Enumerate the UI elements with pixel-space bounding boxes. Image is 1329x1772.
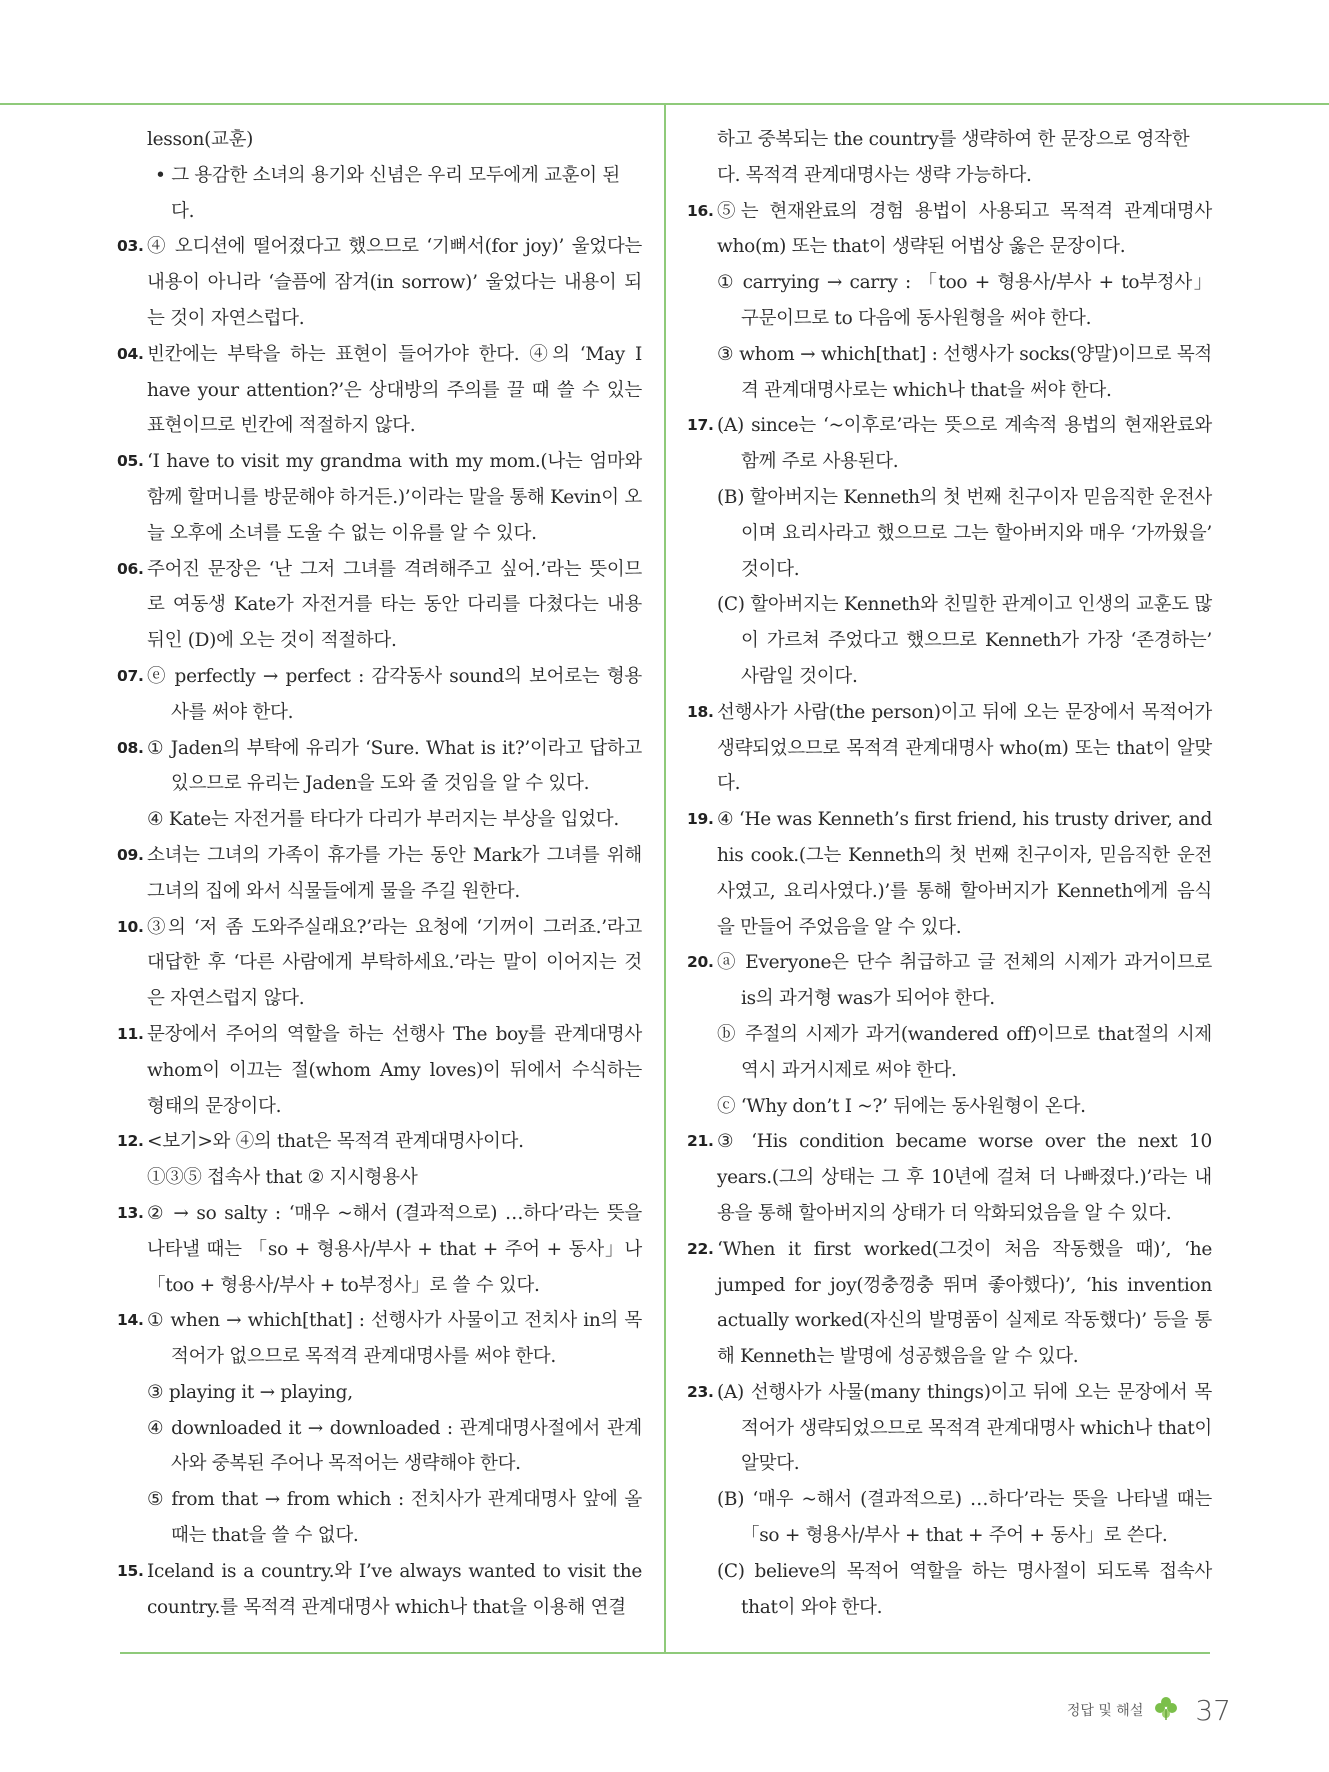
answer-11 [117, 1017, 642, 1124]
answer-17 [687, 408, 1212, 694]
item-number: 12. [117, 1132, 144, 1151]
right-column [687, 122, 1212, 1625]
answer-sub-d: ⑤ from that → from which : 전치사가 관계대명사 앞에 올 때는 that을 쓸 수 없다. [147, 1489, 642, 1547]
answer-06 [117, 552, 642, 659]
answer-sub-a: ① Jaden의 부탁에 유리가 ‘Sure. What is it?’이라고 답하고 있으므로 유리는 Jaden을 도와 줄 것임을 알 수 있다. [147, 737, 642, 795]
item-number: 18. [687, 702, 714, 721]
answer-sub-a: ① when → which[that] : 선행사가 사물이고 전치사 in의 목적어가 없으므로 목적격 관계대명사를 써야 한다. [147, 1310, 642, 1368]
answer-text: 주어진 문장은 ‘난 그저 그녀를 격려해주고 싶어.’라는 뜻이므로 여동생 Kate가 자전거를 타는 동안 다리를 다쳤다는 내용 뒤인 (D)에 오는 것이 적절하다. [147, 558, 642, 652]
item-number: 16. [687, 201, 714, 220]
item-number: 14. [117, 1311, 144, 1330]
page-number: 37 [1195, 1693, 1231, 1727]
item-number: 06. [117, 559, 144, 578]
answer-10 [117, 910, 642, 1017]
answer-text: ④ ‘He was Kenneth’s first friend, his trusty driver, and his cook.(그는 Kenneth의 첫 번째 친구이자, 믿음직한 운전사였고, 요리사였다.)’를 통해 할아버지가 Kenneth에게 음식을 만들어 주었음을 알 수 있다. [717, 809, 1212, 938]
bottom-rule [120, 1652, 1210, 1654]
answer-sub-b: ③ playing it → playing, [147, 1381, 353, 1403]
continued-text: lesson(교훈) [147, 129, 254, 150]
answer-sub-b: ⓑ 주절의 시제가 과거(wandered off)이므로 that절의 시제 역시 과거시제로 써야 한다. [717, 1023, 1212, 1081]
answer-19 [687, 802, 1212, 945]
page-footer [1067, 1690, 1231, 1730]
item-number: 11. [117, 1024, 144, 1043]
item-number: 21. [687, 1132, 714, 1151]
answer-16 [687, 194, 1212, 409]
answer-15 [117, 1554, 642, 1626]
item-number: 08. [117, 738, 144, 757]
answer-sub-b: ③ whom → which[that] : 선행사가 socks(양말)이므로 목적격 관계대명사로는 which나 that을 써야 한다. [717, 343, 1212, 401]
answer-text: 문장에서 주어의 역할을 하는 선행사 The boy를 관계대명사 whom이 이끄는 절(whom Amy loves)이 뒤에서 수식하는 형태의 문장이다. [147, 1023, 642, 1117]
answer-text: Iceland is a country.와 I’ve always wanted to visit the country.를 목적격 관계대명사 which나 that을 이용해 연결 [147, 1560, 642, 1618]
answer-14 [117, 1303, 642, 1554]
answer-sub-a: ⓐ Everyone은 단수 취급하고 글 전체의 시제가 과거이므로 is의 과거형 was가 되어야 한다. [717, 952, 1212, 1010]
answer-09 [117, 838, 642, 910]
clover-icon [1153, 1695, 1179, 1725]
answer-18 [687, 695, 1212, 802]
item-number: 09. [117, 845, 144, 864]
answer-13 [117, 1196, 642, 1303]
answer-sub-a: (A) 선행사가 사물(many things)이고 뒤에 오는 문장에서 목적어가 생략되었으므로 목적격 관계대명사 which나 that이 알맞다. [717, 1381, 1212, 1475]
answer-text: 소녀는 그녀의 가족이 휴가를 가는 동안 Mark가 그녀를 위해 그녀의 집에 와서 식물들에게 물을 주길 원한다. [147, 844, 642, 902]
item-number: 07. [117, 666, 144, 685]
answer-text: ④ 오디션에 떨어졌다고 했으므로 ‘기뻐서(for joy)’ 울었다는 내용이 아니라 ‘슬픔에 잠겨(in sorrow)’ 울었다는 내용이 되는 것이 자연스럽다. [147, 236, 642, 329]
item-number: 05. [117, 452, 144, 471]
answer-04 [117, 337, 642, 444]
example-sentence: • 그 용감한 소녀의 용기와 신념은 우리 모두에게 교훈이 된다. [155, 164, 620, 222]
answer-text: ‘I have to visit my grandma with my mom.(나는 엄마와 함께 할머니를 방문해야 하거든.)’이라는 말을 통해 Kevin이 오늘 오후에 소녀를 도울 수 없는 이유를 알 수 있다. [147, 451, 642, 544]
answer-sub-b: (B) 할아버지는 Kenneth의 첫 번째 친구이자 믿음직한 운전사이며 요리사라고 했으므로 그는 할아버지와 매우 ‘가까웠을’ 것이다. [717, 486, 1212, 580]
answer-sub-c: ⓒ ‘Why don’t I ~?’ 뒤에는 동사원형이 온다. [717, 1095, 1086, 1117]
answer-text: ③의 ‘저 좀 도와주실래요?’라는 요청에 ‘기꺼이 그러죠.’라고 대답한 후 ‘다른 사람에게 부탁하세요.’라는 말이 이어지는 것은 자연스럽지 않다. [147, 916, 642, 1010]
left-column [117, 122, 642, 1625]
item-number: 23. [687, 1382, 714, 1401]
answer-sub-c: ④ downloaded it → downloaded : 관계대명사절에서 관계사와 중복된 주어나 목적어는 생략해야 한다. [147, 1417, 642, 1475]
answer-text: ⓔ perfectly → perfect : 감각동사 sound의 보어로는 형용사를 써야 한다. [147, 665, 642, 723]
answer-text: ③ ‘His condition became worse over the next 10 years.(그의 상태는 그 후 10년에 걸쳐 더 나빠졌다.)’라는 내용을 통해 할아버지의 상태가 더 악화되었음을 알 수 있다. [717, 1131, 1212, 1224]
item-number: 19. [687, 810, 714, 829]
answer-text: ② → so salty : ‘매우 ~해서 (결과적으로) …하다’라는 뜻을 나타낼 때는 「so + 형용사/부사 + that + 주어 + 동사」나 「too + 형용사/부사 + to부정사」로 쓸 수 있다. [147, 1202, 642, 1296]
answer-23 [687, 1375, 1212, 1626]
item-number: 10. [117, 917, 144, 936]
footer-label: 정답 및 해설 [1066, 1703, 1144, 1719]
answer-07 [117, 659, 642, 731]
item-number: 04. [117, 344, 144, 363]
item-number: 03. [117, 237, 144, 256]
answer-text: ‘When it first worked(그것이 처음 작동했을 때)’, ‘he jumped for joy(껑충껑충 뛰며 좋아했다)’, ‘his invention actually worked(자신의 발명품이 실제로 작동했다)’ 등을 통해 Kenneth는 발명에 성공했음을 알 수 있다. [717, 1238, 1212, 1368]
column-divider [664, 104, 666, 1652]
item-number: 15. [117, 1561, 144, 1580]
answer-21 [687, 1124, 1212, 1231]
item-number: 13. [117, 1203, 144, 1222]
item-number: 20. [687, 953, 714, 972]
answer-sub-a: (A) since는 ‘~이후로’라는 뜻으로 계속적 용법의 현재완료와 함께 주로 사용된다. [717, 415, 1212, 473]
answer-text: ⑤는 현재완료의 경험 용법이 사용되고 목적격 관계대명사 who(m) 또는 that이 생략된 어법상 옳은 문장이다. [717, 200, 1212, 258]
answer-sub-b: ①③⑤ 접속사 that ② 지시형용사 [147, 1167, 418, 1189]
answer-sub-b: (B) ‘매우 ~해서 (결과적으로) …하다’라는 뜻을 나타낼 때는 「so + 형용사/부사 + that + 주어 + 동사」로 쓴다. [717, 1489, 1212, 1547]
answer-20 [687, 945, 1212, 1124]
answer-text: 빈칸에는 부탁을 하는 표현이 들어가야 한다. ④의 ‘May I have your attention?’은 상대방의 주의를 끌 때 쓸 수 있는 표현이므로 빈칸에 적절하지 않다. [147, 343, 642, 437]
answer-text: 선행사가 사람(the person)이고 뒤에 오는 문장에서 목적어가 생략되었으므로 목적격 관계대명사 who(m) 또는 that이 알맞다. [717, 701, 1212, 795]
answer-22 [687, 1232, 1212, 1375]
answer-12 [117, 1124, 642, 1196]
answer-08 [117, 731, 642, 838]
answer-sub-a: ① carrying → carry : 「too + 형용사/부사 + to부정사」 구문이므로 to 다음에 동사원형을 써야 한다. [717, 272, 1212, 329]
continued-text: 하고 중복되는 the country를 생략하여 한 문장으로 영작한다. 목적격 관계대명사는 생략 가능하다. [717, 129, 1190, 186]
item-number: 17. [687, 416, 714, 435]
answer-05 [117, 444, 642, 551]
answer-sub-b: ④ Kate는 자전거를 타다가 다리가 부러지는 부상을 입었다. [147, 809, 619, 831]
answer-sub-a: <보기>와 ④의 that은 목적격 관계대명사이다. [147, 1131, 524, 1153]
answer-sub-c: (C) believe의 목적어 역할을 하는 명사절이 되도록 접속사 that이 와야 한다. [717, 1560, 1212, 1618]
answer-sub-c: (C) 할아버지는 Kenneth와 친밀한 관계이고 인생의 교훈도 많이 가르쳐 주었다고 했으므로 Kenneth가 가장 ‘존경하는’ 사람일 것이다. [717, 594, 1212, 687]
item-number: 22. [687, 1239, 714, 1258]
answer-03 [117, 229, 642, 336]
